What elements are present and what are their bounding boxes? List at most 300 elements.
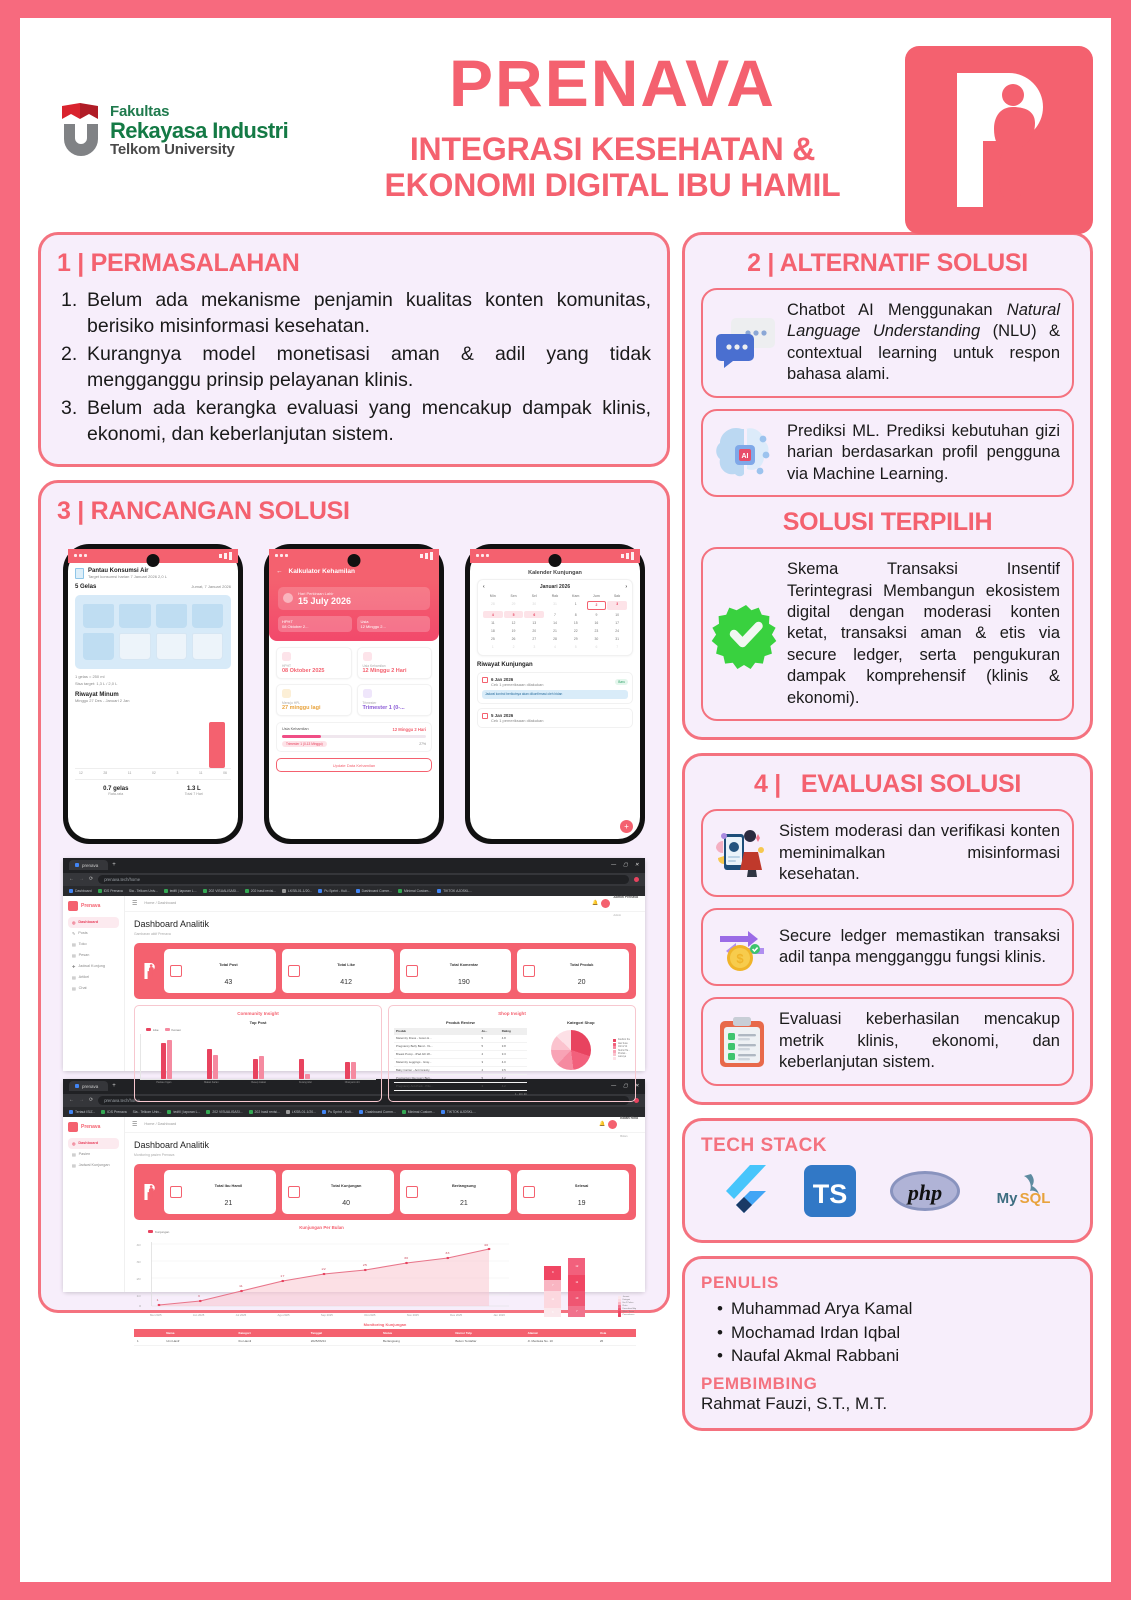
bookmark-item[interactable]: Dashboard (69, 889, 92, 893)
window-controls[interactable]: — ▢ ✕ (611, 862, 639, 869)
calendar-grid: Min Sen Sel Rab Kam Jum Sab 28 29 30 31 1 2 3 4 5 6 7 8 9 10 11 12 13 14 15 16 17 18 19 20 21 22 23 24 25 26 27 28 29 30 31 1 2 3 4 5 6 7 (483, 593, 627, 651)
bookmark-item[interactable]: Dashboard Comm... (359, 1110, 395, 1114)
visit-item[interactable] (477, 708, 633, 728)
minicard-value: 08 Oktober 2025 (282, 667, 325, 674)
minicard-value: Trimester 1 (0-... (362, 704, 405, 711)
pregnancy-progress (276, 722, 432, 753)
bookmark-item[interactable]: IDS Prenava (101, 1110, 126, 1114)
section3-title: 3 | RANCANGAN SOLUSI (57, 496, 350, 525)
bell-icon[interactable]: 🔔 (599, 1121, 606, 1128)
stat-label: Total Post (219, 961, 238, 967)
svg-text:10: 10 (136, 1293, 141, 1298)
checked-doc-icon (523, 1186, 535, 1198)
pulse-icon (363, 652, 372, 661)
bookmark-item[interactable]: LKSB-01-1/20... (286, 1110, 316, 1114)
stat-card (164, 949, 276, 993)
water-chart-axis: 12 28 11 02 3 11 06 (79, 770, 227, 775)
svg-text:25: 25 (362, 1262, 367, 1267)
browser-tab[interactable] (69, 860, 108, 870)
water-date: Jumat, 7 Januari 2026 (191, 584, 231, 590)
section-tech-stack (682, 1118, 1093, 1243)
secure-transfer-coin-icon (715, 920, 769, 974)
list-item: • Naufal Akmal Rabbani (717, 1344, 1074, 1368)
poster-header (38, 32, 1093, 228)
dashboard-subtitle: Gambaran aktif Prenava (134, 931, 171, 936)
chat-bubbles-icon (715, 312, 777, 374)
phone-mockup-visit-calendar (465, 544, 645, 844)
update-data-button[interactable]: Update Data Kehamilan (276, 758, 432, 772)
dashboard-screenshot-bidan (63, 1079, 645, 1343)
svg-text:AI: AI (741, 452, 749, 460)
hero-pill2-label: Usia (360, 618, 369, 624)
profile-avatar-icon[interactable] (634, 877, 639, 882)
stat-label: Total Komentar (449, 961, 478, 967)
bookmarks-bar (63, 886, 645, 896)
subtitle-line2: EKONOMI DIGITAL IBU HAMIL (384, 166, 841, 203)
user-role: Bidan (620, 1134, 628, 1139)
stacked-bar: 9 7 11 6 (544, 1266, 561, 1317)
php-logo (889, 1170, 961, 1217)
sidebar-item-jadwal[interactable]: ✚ Jadwal Kunjung (72, 964, 105, 969)
stat-card (282, 949, 394, 993)
bookmark-item[interactable]: Pu Sprint - Kuli... (318, 889, 349, 893)
progress-pill: Trimester 1 (0-13 Minggu) (282, 741, 327, 747)
calculator-minicards (276, 647, 432, 716)
stat-label: Total Like (337, 961, 356, 967)
bookmark-item[interactable]: Dashboard Comm... (356, 889, 392, 893)
thumbs-up-icon (288, 965, 300, 977)
dashboard-page (63, 1116, 645, 1343)
chosen-solution-card (701, 547, 1074, 721)
product-review-title: Produk Review (446, 1019, 475, 1025)
section2-title: 2 | ALTERNATIF SOLUSI (747, 249, 1028, 277)
reload-icon[interactable]: ⟳ (89, 1097, 94, 1104)
water-history-chart (75, 709, 231, 769)
top-post-chart-title: Top Post (249, 1019, 267, 1025)
minicard (357, 684, 433, 716)
alternative-card-ml (701, 409, 1074, 497)
forward-icon[interactable]: → (79, 876, 84, 883)
right-column (682, 232, 1093, 1431)
water-avg-value: 0.7 gelas (103, 785, 129, 792)
kunjungan-line-chart (134, 1238, 509, 1312)
faculty-line3: Telkom University (110, 141, 235, 159)
community-insight-title: Community Insight (237, 1010, 279, 1016)
browser-tab[interactable] (69, 1081, 108, 1091)
alternative-card-chatbot (701, 288, 1074, 398)
prenava-mark-icon (141, 961, 158, 980)
svg-text:40: 40 (484, 1242, 489, 1247)
advisor-name: Rahmat Fauzi, S.T., M.T. (701, 1394, 888, 1414)
user-role: Admin (613, 913, 622, 918)
problem-item: Kurangnya model monetisasi aman & adil yang tidak mengganggu prinsip pelayanan klinis. (87, 342, 651, 391)
dashboard-title: Dashboard Analitik (134, 1139, 210, 1150)
sidebar-item-chat[interactable]: ▤ Chat (72, 986, 87, 991)
line-chart-xlabels: Mei 2025 Jun 2025 Jul 2025 Agu 2025 Sep 2025 Okt 2025 Nov 2025 Des 2025 Jan 2026 (150, 1312, 505, 1317)
water-app-sub: Target konsumsi harian 7 Januari 2026 2,0 L (88, 573, 167, 579)
svg-text:1: 1 (156, 1297, 159, 1302)
water-history-sub: Minggu 27 Des - Januari 2 Jan (75, 697, 130, 703)
chosen-solution-text: Skema Transaksi Insentif Terintegrasi Membangun ekosistem digital dengan moderasi konten ketat, transaksi aman & etis via secure ledger, serta pengukuran dampak komprehensif (klinis & ekonomi). (787, 560, 1060, 707)
bookmark-item[interactable]: Sia - Telkom Univ... (132, 1109, 162, 1114)
faculty-text (110, 102, 288, 158)
svg-text:$: $ (736, 951, 744, 967)
title-block (328, 32, 897, 204)
bookmark-item[interactable]: tedfil | laporan L... (164, 889, 197, 893)
browser-tab-title: prenava (82, 1083, 99, 1089)
top-post-bar-chart (140, 1034, 376, 1080)
section-alternatif-solusi (682, 232, 1093, 740)
stat-label: Total Ibu Hamil (214, 1182, 243, 1188)
page-title: PRENAVA (449, 46, 776, 120)
hero-date: 15 July 2026 (298, 595, 352, 606)
window-controls[interactable]: — ▢ ✕ (611, 1083, 639, 1090)
sidebar-item-pesan[interactable]: ▤ Pesan (72, 953, 90, 958)
svg-text:0: 0 (139, 1303, 142, 1308)
poster-body (38, 232, 1093, 1431)
evaluation-card-text: Secure ledger memastikan transaksi adil tanpa mengganggu fungsi klinis. (779, 927, 1060, 967)
section4-title (701, 770, 1074, 799)
kategori-shop-title: Kategori Shop (567, 1019, 595, 1025)
dashboard-topbar (125, 1116, 645, 1139)
water-total-label: Total 7 Hari (184, 791, 203, 796)
svg-text:30: 30 (404, 1255, 409, 1260)
monitoring-title: Monitoring Kunjungan (363, 1321, 407, 1327)
new-tab-button[interactable]: + (112, 862, 116, 869)
water-note2: Sisa target: 1,3 L / 2,0 L (75, 680, 118, 686)
kategori-shop-pie-chart (551, 1030, 591, 1070)
phone-verification-icon (715, 826, 769, 880)
stat-label: Total Produk (569, 961, 594, 967)
ai-brain-chip-icon (715, 422, 777, 484)
table-row: Postpartum Recovery Belt... 5 4.2 (394, 1074, 527, 1082)
avatar (601, 899, 610, 908)
telkom-logo-icon (60, 102, 102, 154)
advisor-label: PEMBIMBING (701, 1374, 818, 1394)
reload-icon[interactable]: ⟳ (89, 876, 94, 883)
stat-label: Selesai (574, 1182, 589, 1188)
visit-sub: Cek 1 pemeriksaan dilakukan (491, 717, 544, 723)
visit-sub: Cek 1 pemeriksaan dilakukan (491, 681, 544, 687)
table-pagination[interactable]: 1 - 10 / 20 (515, 1092, 527, 1096)
chart-legend: Like Komen (140, 1028, 376, 1032)
sidebar-brand (68, 1122, 119, 1132)
brand-label: Prenava (81, 902, 101, 909)
svg-text:20: 20 (136, 1276, 141, 1281)
shop-insight-panel (388, 1005, 636, 1102)
back-icon[interactable]: ← (69, 1097, 74, 1104)
progress-bar (282, 735, 426, 739)
calendar-next-icon[interactable]: › (625, 583, 627, 590)
breadcrumb: Home / Dashboard (144, 901, 177, 906)
hero-pill2-value: 12 Minggu 2... (360, 623, 386, 629)
stacked-legend: Januari Kategori Ibu 2 Pekan Rutin Konsultasi Bdg Nifas / Sesar Pemeriksaan (618, 1296, 636, 1317)
evaluation-card-ledger (701, 908, 1074, 986)
pregnant-woman-icon (170, 1186, 182, 1198)
minicard-label: Menuju HPL (282, 700, 301, 705)
minicard (276, 684, 352, 716)
evaluation-card-metrics (701, 997, 1074, 1085)
visit-date: 5 Jan 2026 (491, 712, 514, 718)
table-header-row: Produk Ju... Rating (394, 1028, 527, 1035)
alternative-card-text: Prediksi ML. Prediksi kebutuhan gizi harian berdasarkan profil pengguna via Machine Learning. (787, 421, 1060, 483)
dashboard-main (125, 895, 645, 1096)
minicard (276, 647, 352, 679)
svg-text:22: 22 (321, 1266, 326, 1271)
status-stacked-bar-chart (515, 1231, 615, 1317)
stat-label: Berlangsung (451, 1182, 476, 1188)
stacked-bar: 12 11 10 7 (568, 1258, 585, 1317)
shop-icon (523, 965, 535, 977)
sidebar-item-dashboard[interactable]: ◎ Dashboard (68, 1138, 119, 1149)
author-list (717, 1297, 1074, 1368)
dashboard-topbar (125, 895, 645, 918)
water-glass-grid (75, 595, 231, 669)
stat-value: 40 (342, 1199, 351, 1207)
table-row: Pregnancy Anti-Pack - Pillo... 3 4.2 (394, 1082, 527, 1090)
stat-value: 412 (340, 978, 352, 986)
section1-title: 1 | PERMASALAHAN (57, 249, 300, 277)
hero-pill-hpht (278, 616, 352, 632)
checklist-clipboard-icon (715, 1015, 769, 1069)
section4-number: 4 | (754, 770, 781, 799)
minicard (357, 647, 433, 679)
water-total-value: 1.3 L (186, 785, 201, 792)
post-icon (170, 965, 182, 977)
stat-value: 43 (224, 978, 233, 986)
hamburger-icon[interactable]: ☰ (132, 900, 138, 907)
prenava-mark-icon (141, 1182, 158, 1201)
bookmark-item[interactable]: Pu Sprint - Kuli... (322, 1110, 353, 1114)
svg-text:SQL: SQL (1019, 1189, 1051, 1207)
sidebar-item-jadwal-kunjungan[interactable]: ▤ Jadwal Kunjungan (72, 1163, 110, 1168)
bookmark-item[interactable]: IDS Prenava (98, 889, 123, 893)
phone-mockup-water-tracker (63, 544, 243, 844)
sidebar-item-pasien[interactable]: ▤ Pasien (72, 1152, 91, 1157)
telkom-logo-mark (60, 102, 102, 159)
stat-value: 21 (224, 1199, 233, 1207)
sidebar-item-dashboard[interactable]: ◎ Dashboard (68, 917, 119, 928)
alternative-card-text: Chatbot AI Menggunakan Natural Language Understanding (NLU) & contextual learning untuk respon bahasa alami. (787, 301, 1060, 384)
table-header-row: Nama Kategori Tanggal Status Nomor Telp Alamat Usia (134, 1329, 636, 1337)
product-review-table (394, 1028, 527, 1091)
page-subtitle (328, 132, 897, 204)
forward-icon[interactable]: → (79, 1097, 84, 1104)
dashboard-sidebar (63, 896, 125, 1071)
typescript-logo (802, 1163, 858, 1224)
svg-text:17: 17 (280, 1273, 285, 1278)
water-avg-label: Rata-rata (108, 791, 124, 796)
stat-label: Total Kunjungan (330, 1182, 362, 1188)
water-history-title: Riwayat Minum (75, 691, 119, 698)
favicon-icon (75, 863, 79, 867)
line-legend: Kunjungan (134, 1230, 509, 1234)
back-icon[interactable]: ← (69, 876, 74, 883)
poster-sheet (20, 18, 1111, 1582)
bookmark-item[interactable]: Tertaut ISIZ... (69, 1110, 95, 1114)
calendar-small-icon (482, 713, 488, 719)
favicon-icon (75, 1084, 79, 1088)
bookmark-item[interactable]: LKSB-01-1/20... (282, 889, 312, 893)
mysql-logo (991, 1170, 1055, 1217)
stat-value: 19 (577, 1199, 586, 1207)
sidebar-brand (68, 901, 119, 911)
dashboard-sidebar (63, 1117, 125, 1292)
dashboard-main (125, 1116, 645, 1343)
browser-addressbar (63, 873, 645, 886)
minicard-label: Trimester (362, 700, 377, 705)
svg-text:30: 30 (136, 1259, 141, 1264)
visit-history-title: Riwayat Kunjungan (477, 661, 533, 668)
bookmark-item[interactable]: 202 hasil revisi... (245, 889, 276, 893)
prenava-logo-icon (68, 901, 78, 911)
stat-card (400, 1170, 512, 1214)
phone-notch (549, 554, 562, 567)
user-menu[interactable] (599, 1106, 638, 1142)
user-name: Admin Prenava (613, 895, 638, 900)
list-item: • Muhammad Arya Kamal (717, 1297, 1074, 1321)
back-arrow-icon[interactable]: ← (276, 568, 283, 576)
comment-icon (406, 965, 418, 977)
solusi-terpilih-title: SOLUSI TERPILIH (782, 508, 993, 537)
svg-text:40: 40 (136, 1242, 141, 1247)
new-tab-button[interactable]: + (112, 1083, 116, 1090)
evaluation-card-text: Sistem moderasi dan verifikasi konten meminimalkan misinformasi kesehatan. (779, 822, 1060, 883)
table-row: Maternity Dress - Gown H... 5 4.8 (394, 1035, 527, 1043)
bookmark-item[interactable]: Minimal Custom... (402, 1110, 435, 1114)
calendar-card (477, 579, 633, 656)
user-name: Bidan Rina (620, 1116, 638, 1121)
table-row: Maternity Leggings - Gray... 3 4.0 (394, 1058, 527, 1066)
bookmark-item[interactable]: Minimal Custom... (398, 889, 431, 893)
section-permasalahan (38, 232, 670, 467)
community-insight-panel (134, 1005, 382, 1102)
minicard-value: 12 Minggu 2 Hari (362, 667, 407, 674)
prenava-logo-icon (68, 1122, 78, 1132)
hourglass-icon (282, 689, 291, 698)
trimester-icon (363, 689, 372, 698)
pregnant-p-logo-icon (939, 65, 1059, 215)
problem-item: Belum ada kerangka evaluasi yang mencakup dampak klinis, ekonomi, dan keberlanjutan sistem. (87, 396, 651, 445)
section4-label: EVALUASI SOLUSI (800, 770, 1021, 799)
url-input[interactable]: prenava.tech/home (98, 875, 629, 884)
bookmark-item[interactable]: 202 VISUALISASI... (206, 1110, 242, 1114)
prenava-logo-box (905, 46, 1093, 234)
bookmark-item[interactable]: Sia - Telkom Univ... (128, 888, 158, 893)
table-row: Baby Carrier - Anti Gravity 4 3.5 (394, 1066, 527, 1074)
evaluation-card-text: Evaluasi keberhasilan mencakup metrik klinis, ekonomi, dan keberlanjutan sistem. (779, 1010, 1060, 1072)
sidebar-item-posts[interactable]: ✎ Posts (72, 931, 88, 936)
flutter-logo (720, 1163, 772, 1224)
monitoring-table (134, 1322, 636, 1346)
bookmark-item[interactable]: 202 VISUALISASI... (203, 889, 239, 893)
minicard-value: 27 minggu lagi (282, 704, 321, 711)
faculty-line2: Rekayasa Industri (110, 117, 289, 143)
hero-pill-usia (357, 616, 431, 632)
water-count: 5 Gelas (75, 583, 97, 590)
hero-label: Hari Perkiraan Lahir (298, 590, 334, 596)
svg-text:11: 11 (239, 1283, 243, 1288)
stat-strip (134, 943, 636, 999)
visit-date: 6 Jan 2026 (491, 676, 514, 682)
stat-strip (134, 1164, 636, 1220)
hero-pill1-value: 08 Oktober 2... (282, 623, 309, 629)
phone-mockup-pregnancy-calculator (264, 544, 444, 844)
calendar-prev-icon[interactable]: ‹ (483, 583, 485, 590)
stat-value: 20 (577, 978, 586, 986)
shop-insight-title: Shop Insight (498, 1010, 526, 1016)
evaluation-card-moderation (701, 809, 1074, 897)
calendar-small-icon (482, 677, 488, 683)
browser-tabstrip (63, 858, 645, 873)
breadcrumb: Home / Dashboard (144, 1122, 177, 1127)
dashboard-title: Dashboard Analitik (134, 918, 210, 929)
hamburger-icon[interactable]: ☰ (132, 1121, 138, 1128)
kunjungan-chart-title: Kunjungan Per Bulan (299, 1224, 344, 1230)
water-app-title: Pantau Konsumsi Air (88, 567, 149, 574)
phone-notch (348, 554, 361, 567)
svg-text:3: 3 (197, 1293, 200, 1298)
subtitle-line1: INTEGRASI KESEHATAN & (409, 131, 816, 167)
home-visit-icon (288, 1186, 300, 1198)
stat-card (282, 1170, 394, 1214)
water-footer-stats (75, 779, 231, 796)
left-column (38, 232, 670, 1431)
stat-card (517, 949, 629, 993)
water-note1: 1 gelas = 250 ml (75, 673, 105, 679)
hero-pill1-label: HPHT (282, 618, 293, 624)
stat-value: 190 (458, 978, 470, 986)
dashboard-subtitle: Monitoring pasien Prenava (134, 1152, 175, 1157)
calculator-hero (269, 580, 439, 641)
section-evaluasi-solusi (682, 753, 1093, 1105)
calendar-icon (282, 652, 291, 661)
url-input[interactable]: prenava.tech/home (98, 1096, 629, 1105)
visit-item[interactable] (477, 672, 633, 704)
sidebar-item-artikel[interactable]: ▤ Artikel (72, 975, 90, 980)
add-visit-fab[interactable]: + (620, 820, 633, 833)
table-row: 1 Umi Hanif Ibu Hamil 2025/06/24 Berlangsung Belum Terdaftar Jl. Merdeka No. 10 26 (134, 1337, 636, 1346)
minicard-label: HPHT (282, 663, 291, 668)
brand-label: Prenava (81, 1123, 101, 1130)
bookmark-item[interactable]: TIKTOK AJOSKL... (441, 1110, 476, 1114)
table-row: Pregnancy Belly Band - XL... 5 3.8 (394, 1042, 527, 1050)
bookmark-item[interactable]: TIKTOK AJOSKL... (437, 889, 472, 893)
faculty-logo (38, 32, 328, 159)
bookmark-item[interactable]: tedfil | laporan L... (167, 1110, 200, 1114)
dashboard-screenshot-admin (63, 858, 645, 1096)
sidebar-item-toko[interactable]: ▤ Toko (72, 942, 87, 947)
green-check-badge-icon (715, 603, 777, 665)
bookmark-item[interactable]: 202 hasil revisi... (249, 1110, 280, 1114)
pie-legend: Fashion Ibu Alat Susu ASI & Vit Nutrisi Ha... Produk... Lainnya (613, 1039, 630, 1060)
avatar (608, 1120, 617, 1129)
user-menu[interactable] (592, 885, 638, 921)
tech-stack-title: TECH STACK (701, 1134, 828, 1156)
problem-item: Belum ada mekanisme penjamin kualitas konten komunitas, berisiko misinformasi kesehatan. (87, 289, 651, 337)
bell-icon[interactable]: 🔔 (592, 900, 599, 907)
progress-label: Usia Kehamilan (282, 727, 309, 732)
visit-note: Jadwal kontrol berikutnya akan dikonfirmasi oleh bidan (482, 690, 628, 699)
dashboard-page (63, 895, 645, 1096)
phone-mockups (57, 536, 651, 850)
list-item: • Mochamad Irdan Iqbal (717, 1321, 1074, 1345)
stat-card (164, 1170, 276, 1214)
problem-list (57, 288, 651, 448)
bar-chart-xlabels: Pantau ringan Makan harian Resep makan Kurang tidur Obat janin sht (156, 1081, 360, 1085)
calculator-title: Kalkulator Kehamilan (288, 568, 355, 576)
progress-value: 12 Minggu 2 Hari (392, 726, 426, 732)
